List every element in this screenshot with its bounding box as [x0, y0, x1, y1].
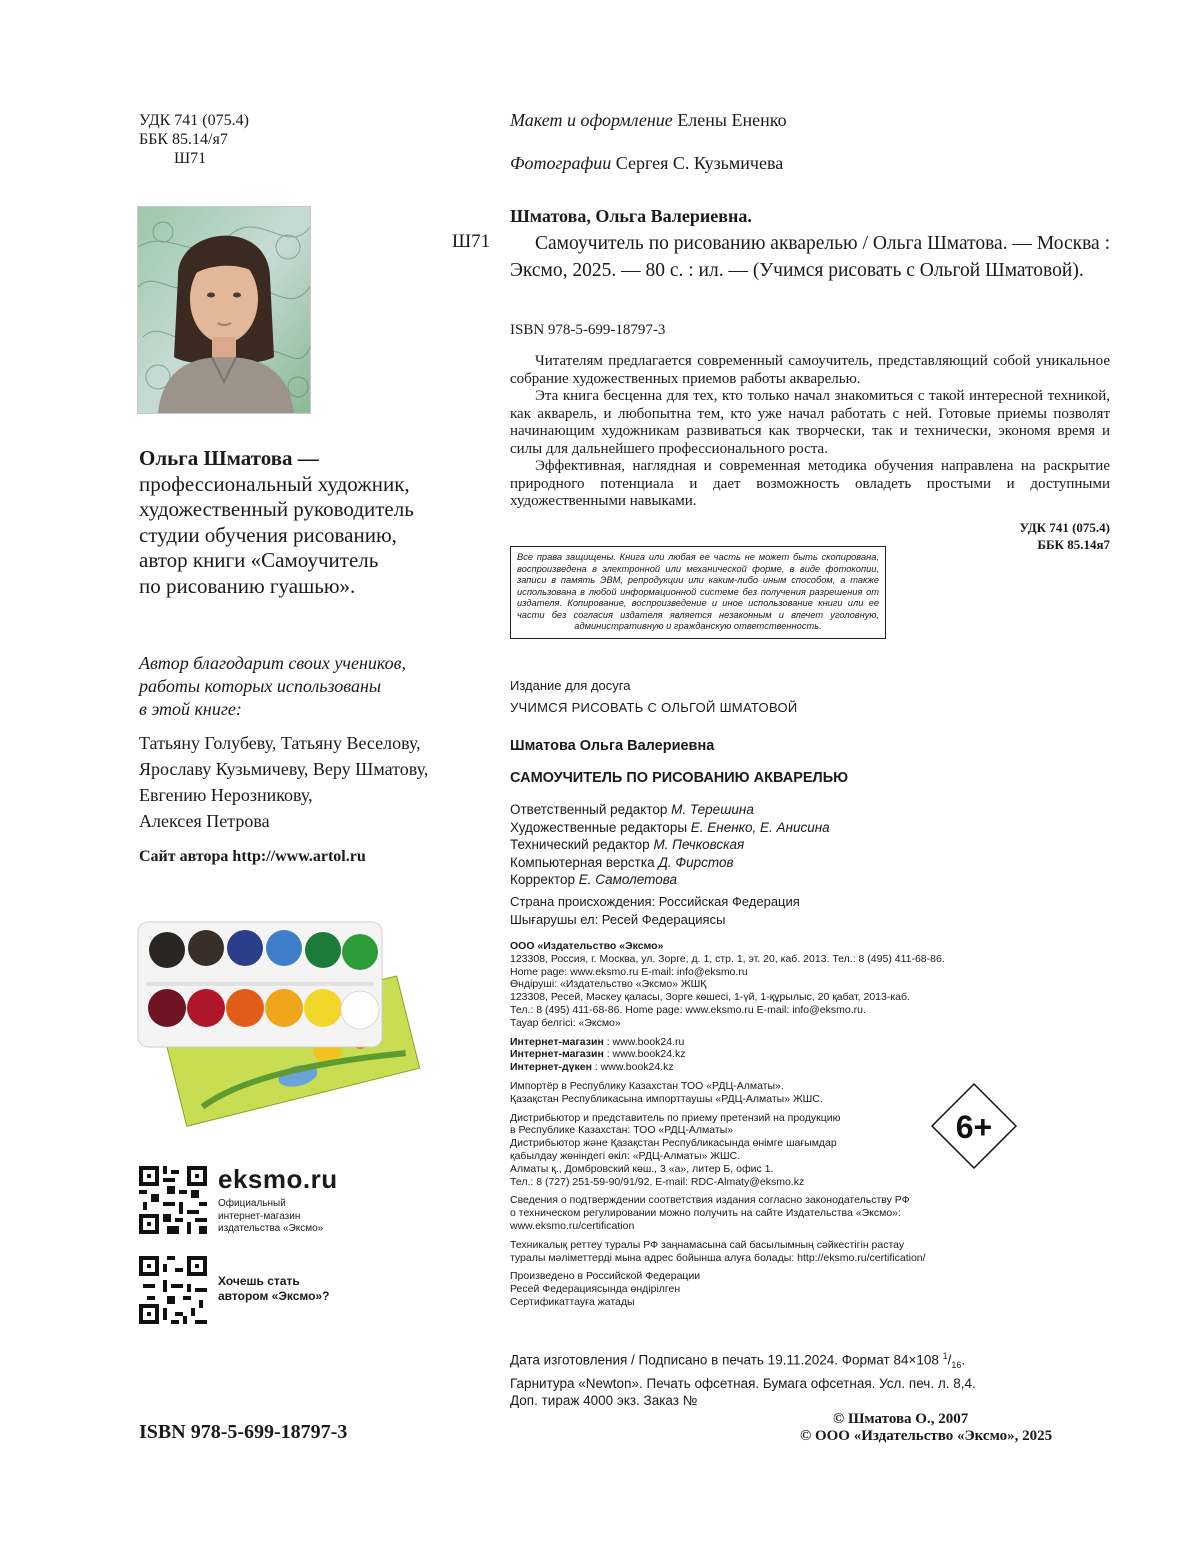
age-rating-badge — [937, 1089, 1005, 1157]
copyright-line: © Шматова О., 2007 — [833, 1411, 969, 1427]
diamond-icon — [929, 1081, 1019, 1171]
shop-url: : www.book24.kz — [603, 1048, 686, 1061]
print-line: Дата изготовления / Подписано в печать 19.11.2024. Формат 84×108 $^1/_{16}$. — [510, 1351, 966, 1371]
bio-line: студии обучения рисованию, — [139, 522, 397, 547]
print-text: . — [961, 1352, 966, 1368]
annotation — [510, 353, 1110, 511]
become-author-caption — [218, 1274, 329, 1304]
classification-codes-left — [139, 111, 249, 168]
shop-line — [510, 1061, 945, 1074]
student-list — [139, 730, 469, 834]
bbk-code: ББК 85.14я7 — [1037, 537, 1110, 552]
copyright-lines — [800, 1411, 1112, 1445]
author-website: Сайт автора http://www.artol.ru — [139, 848, 366, 865]
imprint-line: Тел.: 8 (727) 251-59-90/91/92. E-mail: RDC-Almaty@eksmo.kz — [510, 1175, 805, 1188]
editor-row — [510, 801, 830, 819]
imprint-line: қабылдау жөніндегі өкіл: «РДЦ-Алматы» ЖШС. — [510, 1149, 741, 1162]
photo-credit-name: Сергея С. Кузьмичева — [611, 153, 784, 173]
bio-line: автор книги «Самоучитель — [139, 548, 379, 572]
publisher-imprint — [510, 940, 945, 1309]
thanks-line: в этой книге: — [139, 699, 242, 719]
udk-code: УДК 741 (075.4) — [1019, 520, 1110, 535]
edition-type: Издание для досуга — [510, 678, 631, 693]
shop-line — [510, 1036, 945, 1049]
student-line: Евгению Нерозникову, — [139, 785, 313, 805]
publisher-name: ООО «Издательство «Эксмо» — [510, 940, 664, 952]
imprint-line: Алматы қ., Домбровский көш., 3 «а», литер Б, офис 1. — [510, 1162, 774, 1175]
copyright-notice-box: Все права защищены. Книга или любая ее часть не может быть скопирована, воспроизведена в электронной или механической форме, в виде фотокопии, записи в память ЭВМ, репродукции или каким-либо иным способом, а также использована в любой информационной системе без получения разрешения от издателя. Копирование, воспроизведение и иное использование книги или ее части без согласия издателя является незаконным и влечет уголовную, административную и гражданскую ответственность. — [510, 546, 886, 639]
student-line: Татьяну Голубеву, Татьяну Веселову, — [139, 733, 421, 753]
editor-row — [510, 819, 830, 837]
author-photo — [137, 206, 311, 414]
author-bio-name: Ольга Шматова — — [139, 446, 319, 470]
imprint-line: Техникалық реттеу туралы РФ заңнамасына сай басылымның сәйкестігін растау — [510, 1238, 905, 1251]
annotation-paragraph: Читателям предлагается современный самоучитель, представляющий собой уникальное собрание художественных приемов работы акварелью. — [510, 353, 1110, 387]
bio-line: профессиональный художник, — [139, 471, 410, 496]
qr-code-icon — [139, 1256, 207, 1324]
author-thanks — [139, 652, 459, 721]
layout-credit-label: Макет и оформление — [510, 110, 673, 130]
editor-role: Ответственный редактор — [510, 802, 672, 817]
bibliographic-author: Шматова, Ольга Валериевна. — [510, 206, 752, 226]
qr-code-eksmo-shop[interactable] — [139, 1166, 207, 1234]
bibliographic-isbn: ISBN 978-5-699-18797-3 — [510, 322, 666, 338]
imprint-line: Импортёр в Республику Казахстан ТОО «РДЦ-Алматы». — [510, 1079, 784, 1092]
print-details — [510, 1348, 976, 1410]
caption-line: издательства «Эксмо» — [218, 1223, 324, 1234]
imprint-line: Ресей Федерациясында өндірілген — [510, 1283, 681, 1296]
qr-code-become-author[interactable] — [139, 1256, 207, 1324]
caption-line: Хочешь стать — [218, 1274, 300, 1288]
caption-line: Официальный — [218, 1198, 286, 1209]
annotation-paragraph: Эта книга бесценна для тех, кто только начал знакомиться с такой интересной техникой, как акварель, и любопытна тем, кто уже начал работать с ней. Готовые приемы позволят начинающим художникам развиваться как творчески, так и технически, экономя время и силы для дальнейшего профессионального роста. — [510, 388, 1110, 457]
editorial-staff — [510, 801, 830, 889]
format-fraction-denominator: 16 — [951, 1360, 962, 1371]
editor-row — [510, 854, 830, 872]
print-line: Гарнитура «Newton». Печать офсетная. Бумага офсетная. Усл. печ. л. 8,4. — [510, 1375, 976, 1391]
imprint-line: о техническом регулировании можно получить на сайте Издательства «Эксмо»: — [510, 1207, 901, 1220]
eksmo-shop-caption — [218, 1198, 323, 1236]
author-bio — [139, 446, 459, 599]
isbn-bottom: ISBN 978-5-699-18797-3 — [139, 1421, 348, 1443]
imprint-line: Сертификаттауға жатады — [510, 1295, 635, 1308]
shop-label: Интернет-магазин — [510, 1048, 604, 1061]
imprint-line: Дистрибьютор и представитель по приему претензий на продукцию — [510, 1111, 841, 1124]
editor-role: Компьютерная верстка — [510, 854, 659, 870]
udk-code: УДК 741 (075.4) — [139, 112, 249, 129]
imprint-line: туралы мәліметтерді мына адрес бойынша алуға болады: http://eksmo.ru/certification/ — [510, 1251, 926, 1264]
editor-role: Технический редактор — [510, 837, 654, 852]
imprint-line: 123308, Ресей, Мәскеу қаласы, Зорге көшесі, 1-үй, 1-құрылыс, 20 қабат, 2013-каб. — [510, 991, 910, 1004]
watercolor-paint-set-image — [134, 912, 424, 1148]
classification-codes-right — [980, 519, 1110, 553]
photo-credit-label: Фотографии — [510, 153, 612, 173]
imprint-line: Home page: www.eksmo.ru E-mail: info@eksmo.ru — [510, 965, 748, 978]
imprint-line: в Республике Казахстан: ТОО «РДЦ-Алматы» — [510, 1124, 734, 1137]
student-line: Ярославу Кузьмичеву, Веру Шматову, — [139, 759, 429, 779]
imprint-line: Дистрибьютор және Қазақстан Республикасында өнімге шағымдар — [510, 1137, 837, 1150]
thanks-line: работы которых использованы — [139, 676, 382, 696]
eksmo-logo: eksmo.ru — [218, 1164, 338, 1194]
format-fraction-numerator: 1 — [942, 1351, 948, 1361]
caption-line: автором «Эксмо»? — [218, 1289, 330, 1303]
caption-line: интернет-магазин — [218, 1210, 301, 1222]
imprint-line: Өндіруші: «Издательство «Эксмо» ЖШҚ — [510, 978, 707, 991]
imprint-line: Қазақстан Республикасына импорттаушы «РДЦ-Алматы» ЖШС. — [510, 1092, 823, 1105]
editor-row — [510, 871, 830, 889]
bbk-code: ББК 85.14/я7 — [139, 131, 228, 148]
imprint-line: www.eksmo.ru/certification — [510, 1219, 635, 1232]
country-line: Шығарушы ел: Ресей Федерациясы — [510, 911, 726, 927]
annotation-paragraph: Эффективная, наглядная и современная методика обучения направлена на раскрытие природного потенциала и дает возможность овладеть простыми и доступными художественными навыками. — [510, 458, 1110, 509]
qr-code-icon — [139, 1166, 207, 1234]
imprint-line: Тел.: 8 (495) 411-68-86. Home page: www.eksmo.ru E-mail: info@eksmo.ru. — [510, 1003, 866, 1016]
imprint-line: Произведено в Российской Федерации — [510, 1270, 701, 1283]
copyright-line: © ООО «Издательство «Эксмо», 2025 — [800, 1428, 1053, 1444]
shop-label: Интернет-дүкен — [510, 1061, 592, 1074]
country-line: Страна происхождения: Российская Федерация — [510, 894, 800, 909]
layout-credit-name: Елены Ененко — [672, 110, 787, 130]
bibliographic-description: Самоучитель по рисованию акварелью / Ольга Шматова. — Москва : Эксмо, 2025. — 80 с. : ил. — (Учимся рисовать с Ольгой Шматовой). — [510, 233, 1110, 281]
editor-name: Е. Самолетова — [578, 872, 677, 887]
shop-label: Интернет-магазин — [510, 1035, 604, 1048]
book-title: САМОУЧИТЕЛЬ ПО РИСОВАНИЮ АКВАРЕЛЬЮ — [510, 770, 849, 786]
editor-name: М. Терешина — [671, 802, 754, 817]
imprint-line: Сведения о подтверждении соответствия издания согласно законодательству РФ — [510, 1194, 910, 1207]
paint-box-illustration — [134, 912, 424, 1148]
country-of-origin — [510, 893, 800, 928]
bibliographic-code: Ш71 — [452, 231, 491, 252]
series-name: УЧИМСЯ РИСОВАТЬ С ОЛЬГОЙ ШМАТОВОЙ — [510, 700, 798, 715]
author-name: Шматова Ольга Валериевна — [510, 738, 715, 754]
print-line: Доп. тираж 4000 экз. Заказ № — [510, 1393, 698, 1409]
shop-url: : www.book24.kz — [591, 1061, 674, 1074]
author-mark: Ш71 — [174, 150, 207, 167]
photo-credit — [510, 153, 783, 174]
thanks-line: Автор благодарит своих учеников, — [139, 653, 406, 673]
editor-name: Е. Ененко, Е. Анисина — [690, 819, 830, 835]
age-rating-text: 6+ — [955, 1109, 993, 1145]
shop-url: : www.book24.ru — [603, 1035, 685, 1048]
editor-role: Корректор — [510, 872, 579, 887]
author-portrait-image — [138, 207, 310, 413]
bio-line: по рисованию гуашью». — [139, 573, 356, 598]
shop-line — [510, 1048, 945, 1061]
bio-line: художественный руководитель — [139, 497, 414, 521]
imprint-line: 123308, Россия, г. Москва, ул. Зорге, д. 1, стр. 1, эт. 20, каб. 2013. Тел.: 8 (495) 411-68-86. — [510, 952, 945, 965]
imprint-line: Тауар белгісі: «Эксмо» — [510, 1016, 621, 1029]
editor-role: Художественные редакторы — [510, 819, 691, 835]
layout-credit — [510, 110, 787, 131]
print-text: Дата изготовления / Подписано в печать 19.11.2024. Формат 84×108 — [510, 1352, 943, 1368]
editor-name: Д. Фирстов — [658, 854, 734, 870]
student-line: Алексея Петрова — [139, 811, 270, 831]
editor-row — [510, 836, 830, 854]
editor-name: М. Печковская — [653, 837, 745, 852]
